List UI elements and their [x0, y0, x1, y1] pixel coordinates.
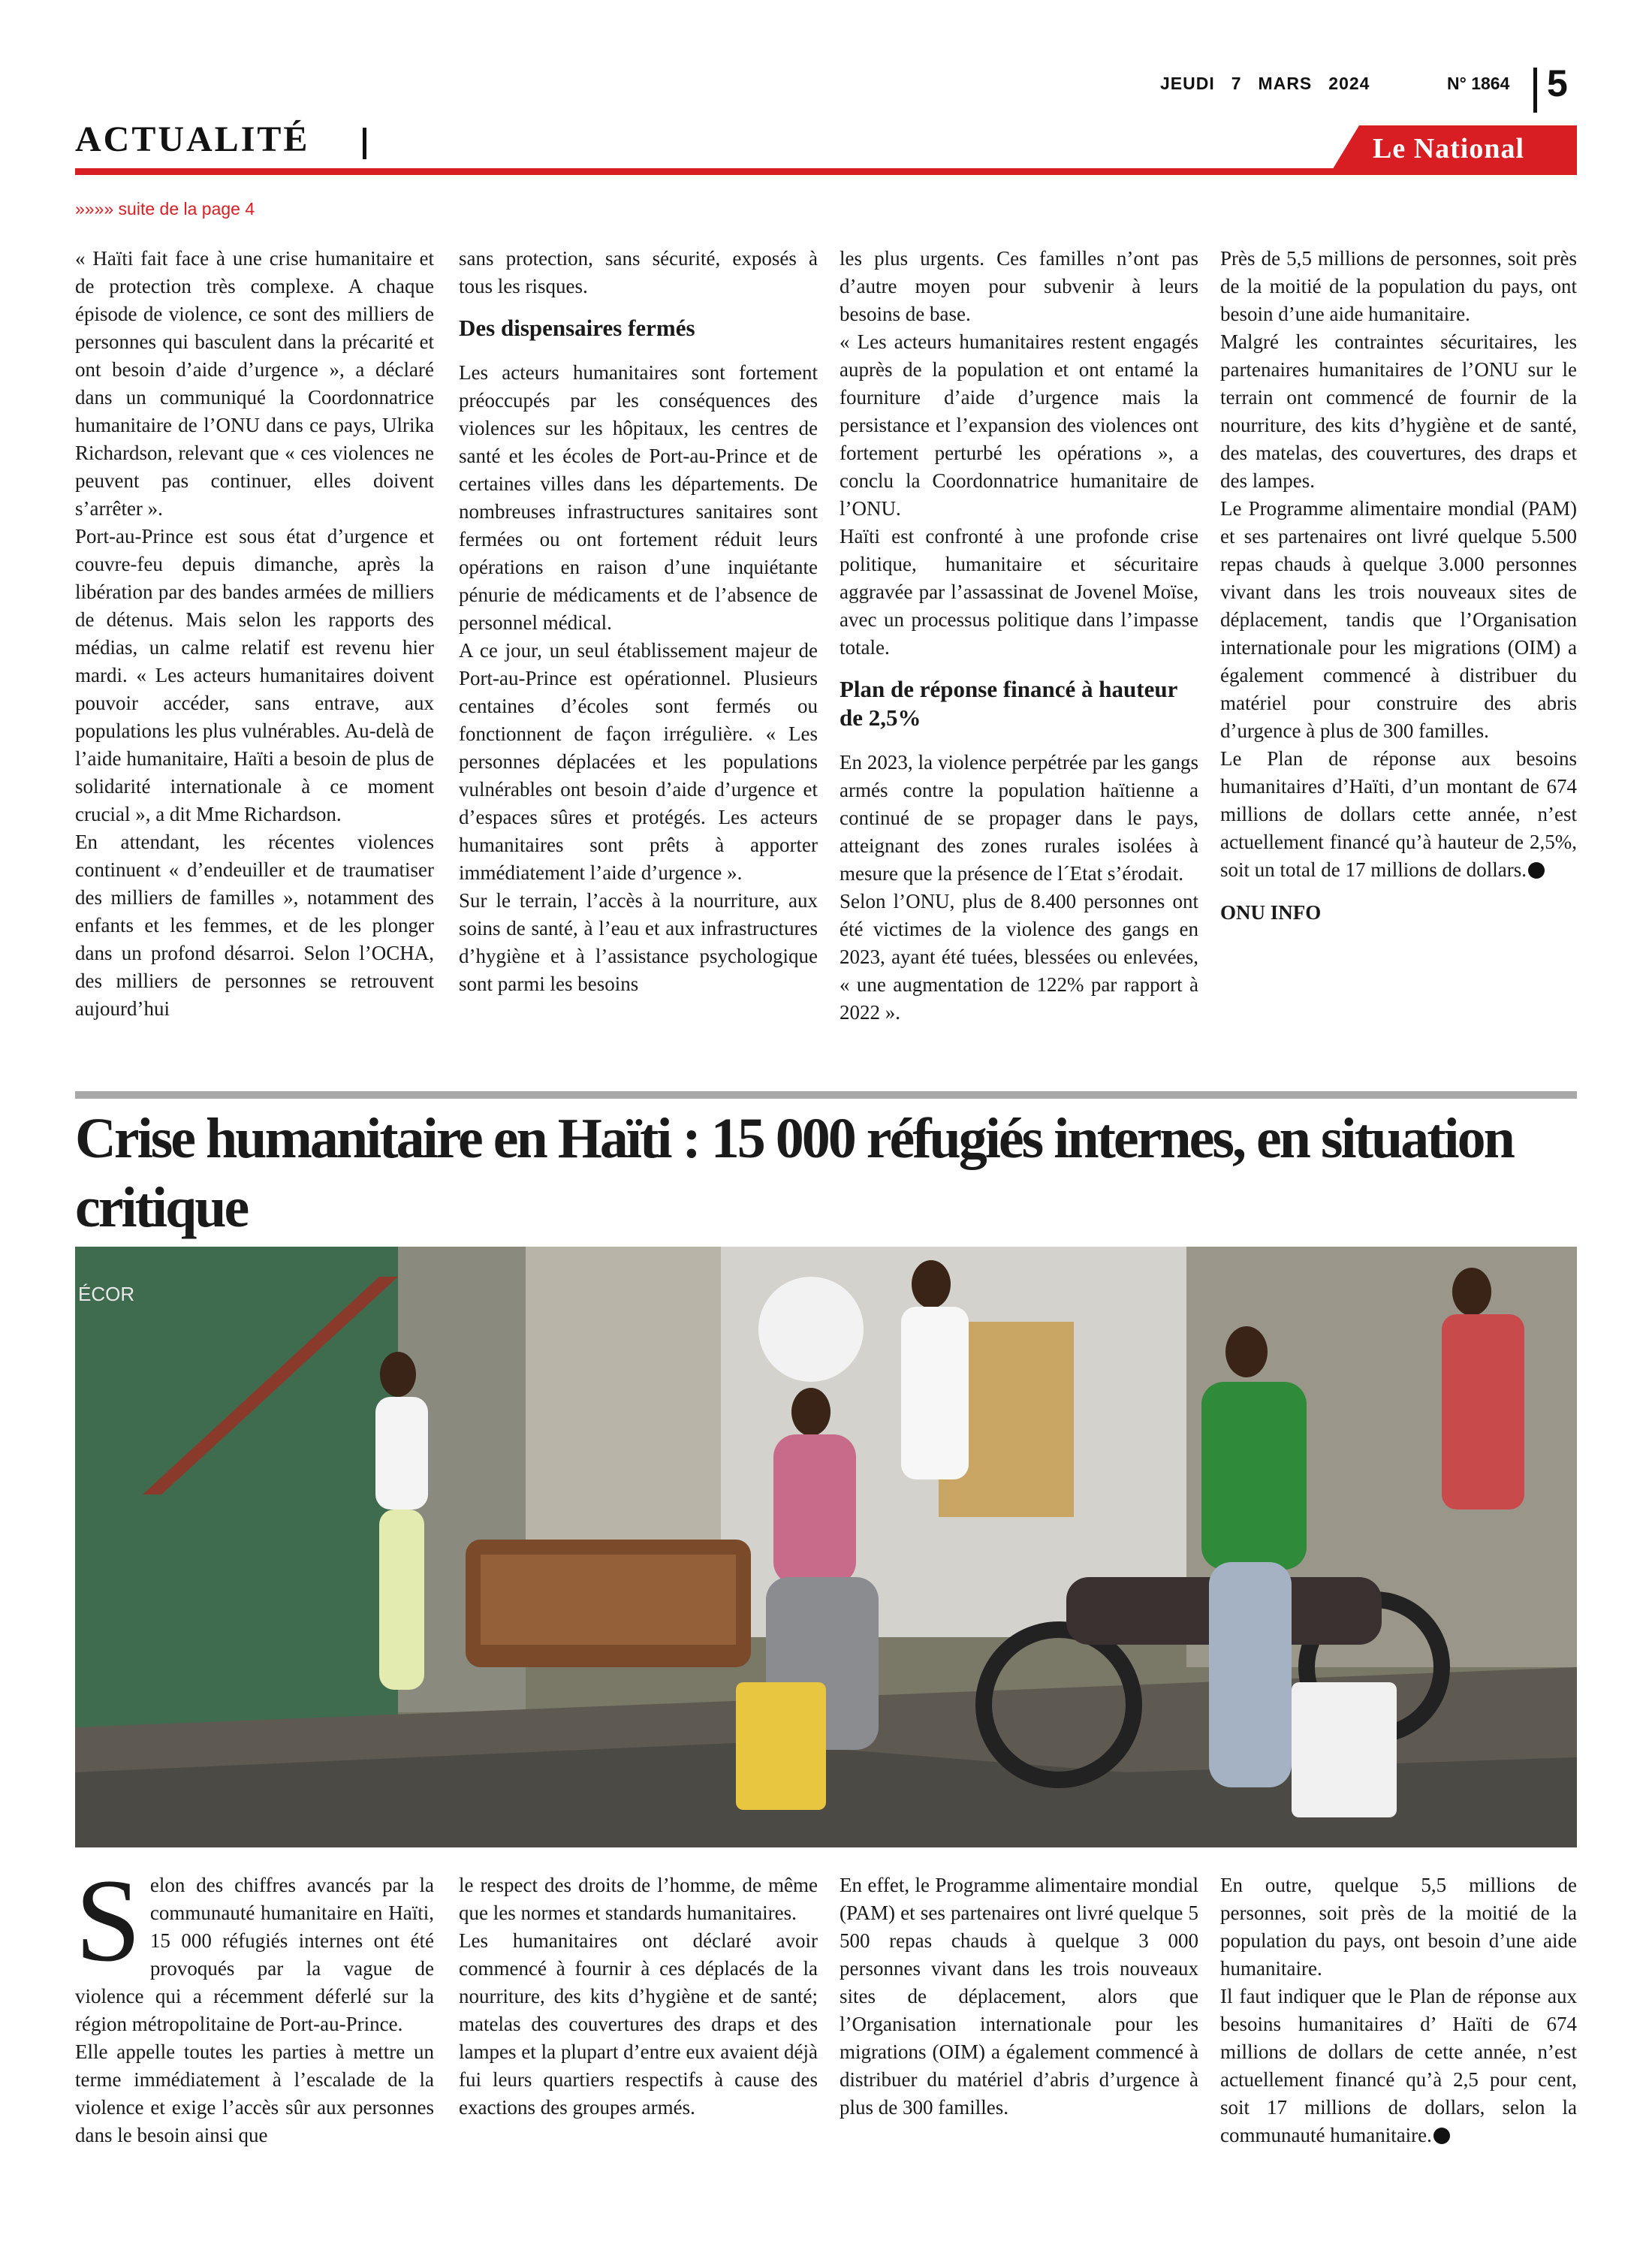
top-article-column-3: [840, 245, 1198, 1027]
photo-wall-sign: ÉCOR: [78, 1283, 135, 1305]
article-signature: ONU INFO: [1220, 901, 1322, 924]
paragraph-text: Le Plan de réponse aux besoins humanitaires d’Haïti, d’un montant de 674 millions de dollars cette année, n’est actuellement financé qu’à hauteur de 2,5%, soit un total de 17 millions de dollars.: [1220, 747, 1577, 881]
paragraph: Elle appelle toutes les parties à mettre un terme immédiatement à l’escalade de la violence et exige l’accès sûr aux personnes dans le besoin ainsi que: [75, 2040, 434, 2146]
paragraph: Les humanitaires ont déclaré avoir commencé à fournir à ces déplacés de la nourriture, des kits d’hygiène et de santé; matelas des couvertures des draps et des lampes et la plupart d’entre eux avaient déjà fui leurs quartiers respectifs à cause des exactions des groupes armés.: [459, 1929, 818, 2119]
top-article-column-2: [459, 245, 818, 998]
paragraph: Sur le terrain, l’accès à la nourriture, aux soins de santé, à l’eau et aux infrastructures d’hygiène et à l’assistance psychologique sont parmi les besoins: [459, 889, 818, 995]
end-of-article-icon: [1433, 2128, 1450, 2144]
paragraph: [1220, 745, 1577, 884]
subheading: Plan de réponse financé à hauteur de 2,5%: [840, 676, 1177, 731]
paragraph: En attendant, les récentes violences continuent « d’endeuiller et de traumatiser des milliers de familles », notamment des enfants et les femmes, et de les plonger dans un profond désarroi. Selon l’OCHA, des milliers de personnes se retrouvent aujourd’hui: [75, 831, 434, 1020]
bottom-article-column-1: [75, 1855, 434, 2149]
bottom-article-column-3: [840, 1871, 1198, 2122]
paragraph: [75, 1855, 434, 2038]
section-divider: [363, 128, 366, 159]
paragraph: « Les acteurs humanitaires restent engagés auprès de la population et ont entamé la fourniture d’aide d’urgence mais la persistance et l’expansion des violences ont fortement perturbé les opérations », a conclu la Coordonnatrice humanitaire de l’ONU.: [840, 330, 1198, 520]
paragraph: le respect des droits de l’homme, de même que les normes et standards humanitaires.: [459, 1874, 818, 1924]
continued-from-link: »»»» suite de la page 4: [75, 199, 255, 219]
paragraph: En outre, quelque 5,5 millions de personnes, soit près de la moitié de la population du pays, ont besoin d’une aide humanitaire.: [1220, 1874, 1577, 1980]
drop-cap: S: [75, 1855, 141, 1986]
page-number-divider: [1533, 68, 1537, 113]
paragraph: sans protection, sans sécurité, exposés à tous les risques.: [459, 247, 818, 297]
article-separator: [75, 1091, 1577, 1099]
issue-number: N° 1864: [1447, 74, 1510, 93]
paragraph: Près de 5,5 millions de personnes, soit près de la moitié de la population du pays, ont besoin d’une aide humanitaire.: [1220, 247, 1577, 325]
subheading: Des dispensaires fermés: [459, 315, 695, 341]
date-year: 2024: [1328, 74, 1370, 93]
paragraph: Malgré les contraintes sécuritaires, les partenaires humanitaires de l’ONU sur le terrain ont commencé de fournir de la nourriture, des kits d’hygiène et de santé, des matelas, des couvertures, des draps et des lampes.: [1220, 330, 1577, 492]
header-rule: [75, 168, 1577, 175]
end-of-article-icon: [1528, 862, 1545, 879]
newspaper-name: Le National: [1373, 133, 1525, 164]
paragraph: Port-au-Prince est sous état d’urgence et couvre-feu depuis dimanche, après la libération par des bandes armées de milliers de détenus. Mais selon les rapports des médias, un calme relatif est revenu hier mardi. « Les acteurs humanitaires doivent pouvoir accéder, sans entrave, aux populations les plus vulnérables. Au-delà de l’aide humanitaire, Haïti a besoin de plus de solidarité internationale à ce moment crucial », a dit Mme Richardson.: [75, 525, 434, 825]
top-article-column-4: [1220, 245, 1577, 927]
issue-date: [1160, 74, 1386, 94]
page-number: 5: [1547, 62, 1568, 104]
paragraph-text: elon des chiffres avancés par la communauté humanitaire en Haïti, 15 000 réfugiés internes ont été provoqués par la vague de violence qui a récemment déferlé sur la région métropolitaine de Port-au-Prince.: [75, 1874, 434, 2035]
paragraph-text: Il faut indiquer que le Plan de réponse aux besoins humanitaires d’ Haïti de 674 millions de dollars de cette année, n’est actuellement financé qu’à 2,5 pour cent, soit 17 millions de dollars, selon la communauté humanitaire.: [1220, 1985, 1577, 2146]
paragraph: Selon l’ONU, plus de 8.400 personnes ont été victimes de la violence des gangs en 2023, ayant été tuées, blessées ou enlevées, « une augmentation de 122% par rapport à 2022 ».: [840, 890, 1198, 1024]
date-day: JEUDI: [1160, 74, 1215, 93]
article-photo: [75, 1247, 1577, 1847]
paragraph: les plus urgents. Ces familles n’ont pas d’autre moyen pour subvenir à leurs besoins de base.: [840, 247, 1198, 325]
paragraph: Le Programme alimentaire mondial (PAM) et ses partenaires ont livré quelque 5.500 repas chauds à quelque 3.000 personnes vivant dans les trois nouveaux sites de déplacement, tandis que l’Organisation internationale pour les migrations (OIM) a également commencé à distribuer du matériel pour construire des abris d’urgence à plus de 300 familles.: [1220, 497, 1577, 742]
paragraph: [1220, 1983, 1577, 2149]
top-article-column-1: [75, 245, 434, 1023]
paragraph: A ce jour, un seul établissement majeur de Port-au-Prince est opérationnel. Plusieurs centaines d’écoles sont fermés ou fonctionnent de façon irrégulière. « Les personnes déplacées et les populations vulnérables ont besoin d’aide d’urgence et d’espaces sûres et protégés. Les acteurs humanitaires sont prêts à apporter immédiatement l’aide d’urgence ».: [459, 639, 818, 884]
paragraph: En effet, le Programme alimentaire mondial (PAM) et ses partenaires ont livré quelque 5 500 repas chauds à quelque 3 000 personnes vivant dans les trois nouveaux sites de déplacement, alors que l’Organisation internationale pour les migrations (OIM) a également commencé à distribuer du matériel d’abris d’urgence à plus de 300 familles.: [840, 1874, 1198, 2119]
date-num: 7: [1231, 74, 1242, 93]
paragraph: En 2023, la violence perpétrée par les gangs armés contre la population haïtienne a continué de se propager dans le pays, atteignant des zones rurales isolées à mesure que la présence de l´Etat s’érodait.: [840, 751, 1198, 885]
bottom-article-column-4: [1220, 1871, 1577, 2149]
paragraph: Haïti est confronté à une profonde crise politique, humanitaire et sécuritaire aggravée par l’assassinat de Jovenel Moïse, avec un processus politique dans l’impasse totale.: [840, 525, 1198, 659]
section-title: ACTUALITÉ: [75, 119, 310, 159]
paragraph: « Haïti fait face à une crise humanitaire et de protection très complexe. A chaque épisode de violence, ce sont des milliers de personnes qui basculent dans la précarité et ont besoin d’aide d’urgence », a déclaré dans un communiqué la Coordonnatrice humanitaire de l’ONU dans ce pays, Ulrika Richardson, relevant que « ces violences ne peuvent pas continuer, elles doivent s’arrêter ».: [75, 247, 434, 520]
bottom-article-column-2: [459, 1871, 818, 2122]
article-headline: Crise humanitaire en Haïti : 15 000 réfugiés internes, en situation critique: [75, 1107, 1513, 1239]
paragraph: Les acteurs humanitaires sont fortement préoccupés par les conséquences des violences sur les hôpitaux, les centres de santé et les écoles de Port-au-Prince et de certaines villes dans les départements. De nombreuses infrastructures sanitaires sont fermées ou ont fortement réduit leurs opérations en raison d’une inquiétante pénurie de médicaments et de l’absence de personnel médical.: [459, 361, 818, 634]
date-month: MARS: [1258, 74, 1313, 93]
